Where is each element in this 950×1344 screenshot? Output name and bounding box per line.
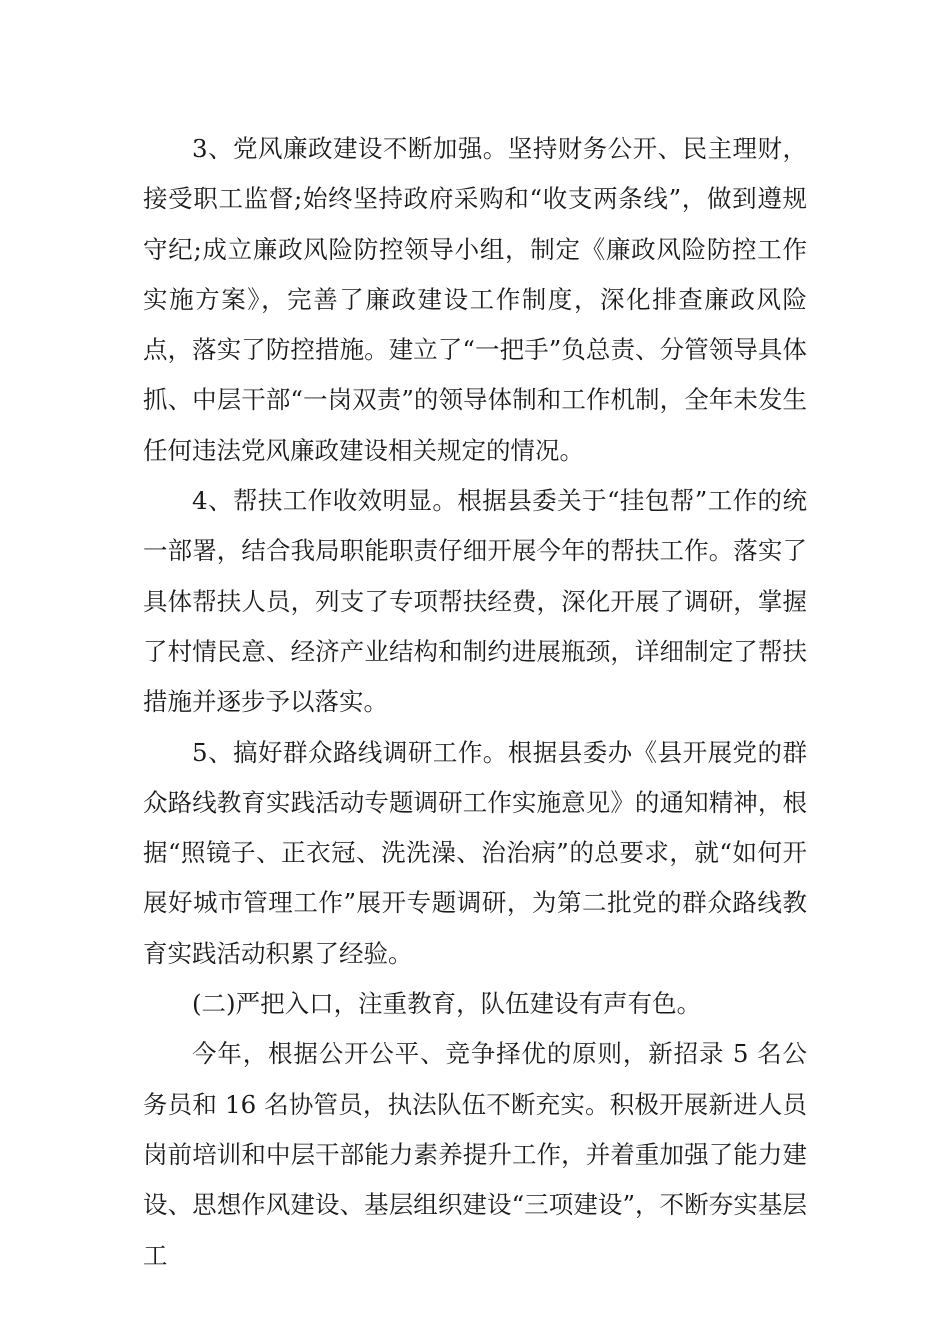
section-heading-team-building: (二)严把入口，注重教育，队伍建设有声有色。: [192, 989, 702, 1019]
paragraph-party-integrity: 3、党风廉政建设不断加强。坚持财务公开、民主理财，接受职工监督;始终坚持政府采购和“收支两条线”，做到遵规守纪;成立廉政风险防控领导小组，制定《廉政风险防控工作实施方案》，完善了廉政建设工作制度，深化排查廉政风险点，落实了防控措施。建立了“一把手”负总责、分管领导具体抓、中层干部“一岗双责”的领导体制和工作机制，全年未发生任何违法党风廉政建设相关规定的情况。: [143, 134, 807, 465]
paragraph-assistance-work: 4、帮扶工作收效明显。根据县委关于“挂包帮”工作的统一部署，结合我局职能职责仔细开展今年的帮扶工作。落实了具体帮扶人员，列支了专项帮扶经费，深化开展了调研，掌握了村情民意、经济产业结构和制约进展瓶颈，详细制定了帮扶措施并逐步予以落实。: [143, 486, 807, 717]
paragraph-recruitment: 今年，根据公开公平、竞争择优的原则，新招录 5 名公务员和 16 名协管员，执法队伍不断充实。积极开展新进人员岗前培训和中层干部能力素养提升工作，并着重加强了能力建设、思想作风建设、基层组织建设“三项建设”，不断夯实基层工: [143, 1039, 807, 1270]
document-body: [143, 124, 807, 1281]
paragraph-mass-line-research: 5、搞好群众路线调研工作。根据县委办《县开展党的群众路线教育实践活动专题调研工作实施意见》的通知精神，根据“照镜子、正衣冠、洗洗澡、治治病”的总要求，就“如何开展好城市管理工作”展开专题调研，为第二批党的群众路线教育实践活动积累了经验。: [143, 737, 807, 968]
